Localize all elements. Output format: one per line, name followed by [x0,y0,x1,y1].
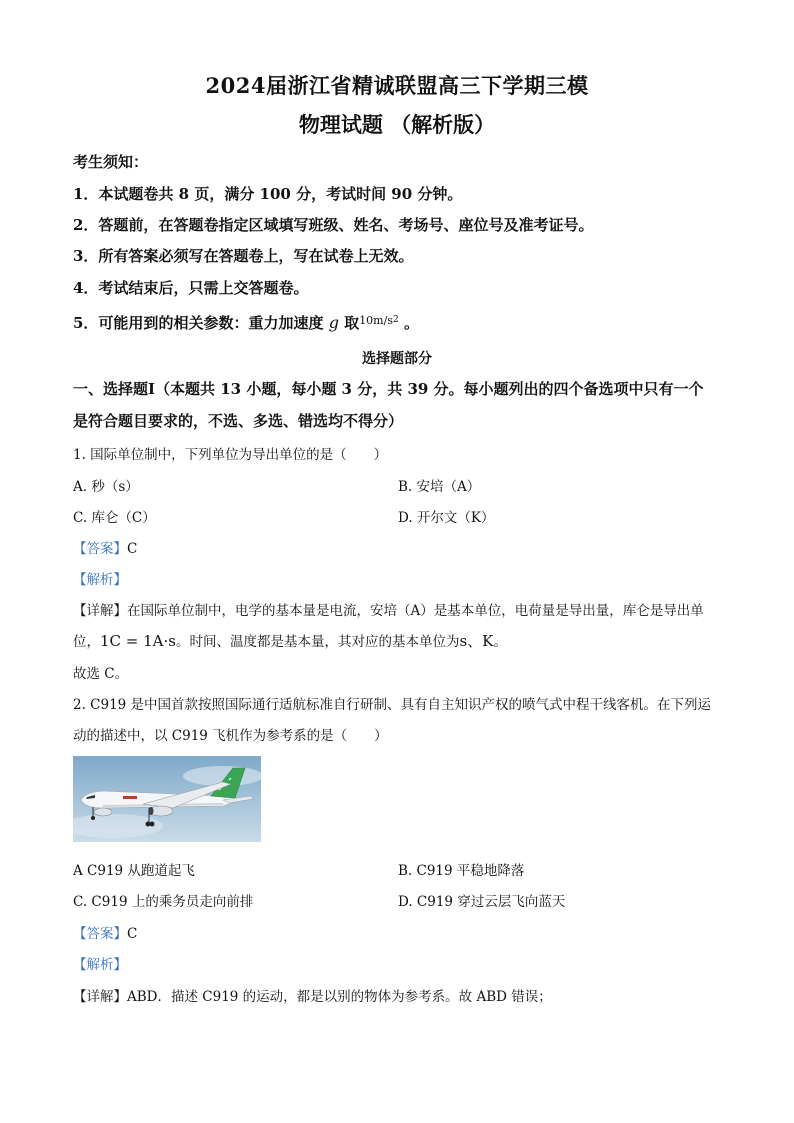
q1-detail-text2c: 。 [493,634,507,650]
gravity-symbol: g [328,313,339,332]
q1-detail-label: 【详解】 [73,603,127,619]
q2-answer [73,922,137,942]
q1-option-d: D. 开尔文（K） [398,510,495,526]
notice-heading: 考生须知： [73,153,149,171]
gravity-value: 10m/s [359,314,393,327]
q2-analysis-label: 【解析】 [73,957,127,973]
page-title: 2024届浙江省精诚联盟高三下学期三模 [205,73,589,98]
q1-detail-line2 [73,630,507,651]
q1-analysis-label: 【解析】 [73,572,127,588]
q1-formula: 1C = 1A·s [100,632,176,650]
q2-detail-text1: ABD．描述 C919 的运动，都是以别的物体为参考系。故 ABD 错误； [127,989,552,1005]
notice-item-4: 4．考试结束后，只需上交答题卷。 [73,279,309,297]
q2-answer-label: 【答案】 [73,926,127,942]
q1-answer-value: C [127,541,138,557]
q2-option-c: C. C919 上的乘务员走向前排 [73,894,254,910]
part1-intro-line2: 是符合题目要求的，不选、多选、错选均不得分） [73,412,404,430]
q2-answer-value: C [127,926,138,942]
c919-airplane-image [73,756,261,842]
q1-answer-label: 【答案】 [73,541,127,557]
c919-airplane-illustration [73,756,261,842]
notice-item-5 [73,312,419,333]
q1-option-c: C. 库仑（C） [73,510,156,526]
section-title: 选择题部分 [362,351,432,367]
gravity-exponent: 2 [392,315,399,325]
q1-option-a: A. 秒（s） [73,479,139,495]
part1-intro-line1: 一、选择题Ⅰ（本题共 13 小题，每小题 3 分，共 39 分。每小题列出的四个备选项中只有一个 [73,380,704,398]
q2-stem-line1: 2. C919 是中国首款按照国际通行适航标准自行研制、具有自主知识产权的喷气式中程干线客机。在下列运 [73,697,712,713]
q2-option-b: B. C919 平稳地降落 [398,863,525,879]
q1-detail-text2a: 位， [73,634,100,650]
q2-option-d: D. C919 穿过云层飞向蓝天 [398,894,566,910]
q2-detail-line1 [73,985,552,1005]
notice-item-5-end: 。 [403,314,419,332]
q1-units: s、K [459,632,494,650]
q2-option-a: A C919 从跑道起飞 [73,863,195,879]
notice-item-3: 3．所有答案必须写在答题卷上，写在试卷上无效。 [73,247,414,265]
notice-item-2: 2．答题前，在答题卷指定区域填写班级、姓名、考场号、座位号及准考证号。 [73,216,594,234]
q1-detail-text2b: 。时间、温度都是基本量，其对应的基本单位为 [175,634,460,650]
q1-conclusion: 故选 C。 [73,666,129,682]
q1-stem: 1. 国际单位制中，下列单位为导出单位的是（ ） [73,447,388,463]
q1-detail-line1 [73,599,704,619]
page-subtitle: 物理试题 （解析版） [298,112,496,137]
q2-detail-label: 【详解】 [73,989,127,1005]
notice-item-5-text: 5．可能用到的相关参数：重力加速度 [73,314,324,332]
notice-item-1: 1．本试题卷共 8 页，满分 100 分，考试时间 90 分钟。 [73,185,463,203]
q2-stem-line2: 动的描述中，以 C919 飞机作为参考系的是（ ） [73,728,388,744]
q1-option-b: B. 安培（A） [398,479,481,495]
notice-item-5-take: 取 [344,314,360,332]
q1-detail-text1: 在国际单位制中，电学的基本量是电流，安培（A）是基本单位，电荷量是导出量，库仑是导出单 [127,603,704,619]
q1-answer [73,537,137,557]
